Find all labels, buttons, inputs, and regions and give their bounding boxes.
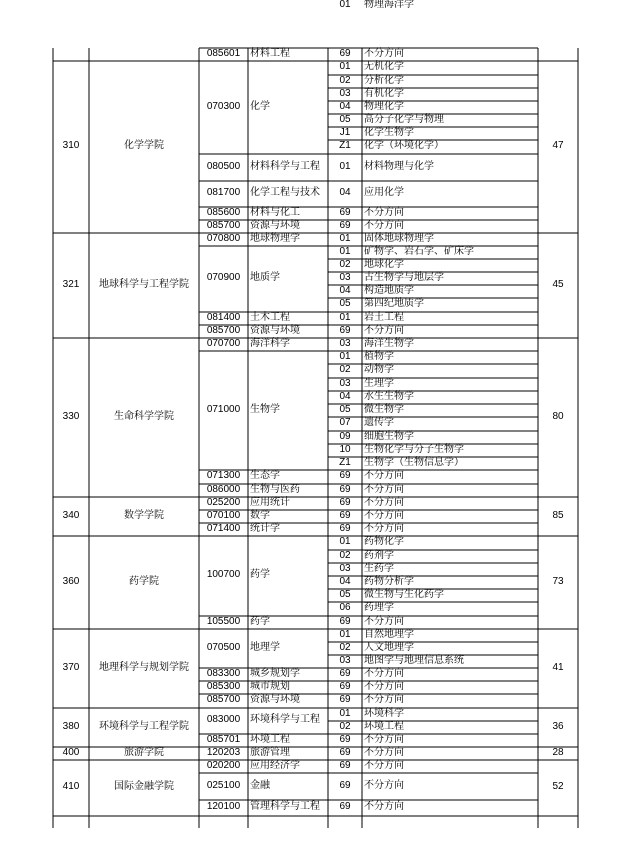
direction-code: 02 (339, 258, 351, 270)
direction-code: J1 (339, 126, 351, 138)
direction-code: 04 (339, 100, 351, 112)
major-name: 资源与环境 (250, 324, 300, 336)
major-code: 071000 (206, 403, 241, 415)
direction-code: 01 (339, 245, 351, 257)
direction-code: 02 (339, 74, 351, 86)
major-name: 地质学 (250, 272, 280, 283)
major-name: 材料与化工 (250, 206, 300, 218)
department-code: 400 (62, 746, 80, 758)
direction-code: 05 (339, 113, 351, 125)
major-code: 070300 (206, 100, 241, 112)
direction-name: 自然地理学 (364, 628, 414, 640)
enrollment-quota: 47 (552, 140, 564, 151)
direction-code: 01 (339, 350, 351, 362)
direction-name: 生药学 (364, 562, 394, 574)
direction-code: 05 (339, 588, 351, 600)
direction-code: 69 (339, 47, 351, 59)
direction-name: 岩土工程 (364, 311, 404, 323)
major-code: 085700 (206, 324, 241, 336)
major-code: 070700 (206, 337, 241, 349)
major-code: 085601 (206, 47, 241, 59)
enrollment-quota: 52 (552, 781, 564, 792)
direction-name: 细胞生物学 (364, 430, 414, 442)
major-name: 城乡规划学 (250, 667, 300, 679)
direction-code: 06 (339, 602, 351, 613)
major-code: 025200 (206, 496, 241, 508)
direction-code: 03 (339, 337, 351, 349)
direction-name: 不分方向 (364, 496, 404, 508)
department-code: 310 (62, 140, 80, 151)
enrollment-quota: 45 (552, 278, 564, 290)
major-name: 数学 (250, 509, 270, 521)
major-code: 020200 (206, 759, 241, 771)
direction-code: 01 (339, 311, 351, 323)
direction-name: 环境科学 (364, 707, 404, 719)
direction-code: 02 (339, 720, 351, 732)
major-name: 环境工程 (250, 733, 290, 745)
major-code: 086000 (206, 483, 241, 495)
direction-code: 69 (339, 470, 351, 481)
direction-name: 固体地球物理学 (364, 232, 434, 244)
direction-code: Z1 (339, 140, 351, 151)
direction-code: 05 (339, 403, 351, 415)
major-code: 071400 (206, 522, 241, 534)
major-name: 资源与环境 (250, 219, 300, 231)
department-name: 旅游学院 (124, 746, 164, 758)
direction-code: 01 (339, 232, 351, 244)
enrollment-quota: 36 (552, 720, 564, 732)
department-name: 数学学院 (124, 509, 164, 521)
major-code: 070900 (206, 272, 241, 283)
direction-name: 海洋生物学 (364, 337, 414, 349)
direction-name: 第四纪地质学 (364, 298, 424, 309)
direction-code: 69 (339, 733, 351, 745)
direction-name: 物理海洋学 (364, 0, 414, 10)
direction-code: 69 (339, 746, 351, 758)
direction-name: 分析化学 (364, 74, 404, 86)
department-code: 330 (62, 410, 80, 422)
major-code: 070500 (206, 641, 241, 653)
direction-code: 69 (339, 615, 351, 627)
major-code: 120100 (206, 801, 241, 812)
direction-code: 03 (339, 654, 351, 666)
major-name: 地理学 (250, 641, 280, 653)
major-name: 生态学 (250, 470, 280, 481)
direction-code: 69 (339, 509, 351, 521)
major-code: 070100 (206, 509, 241, 521)
department-name: 化学学院 (124, 140, 164, 151)
direction-name: 生理学 (364, 377, 394, 389)
major-name: 地球物理学 (250, 232, 300, 244)
direction-name: 有机化学 (364, 87, 404, 99)
direction-code: 02 (339, 641, 351, 653)
major-name: 药学 (250, 615, 270, 627)
direction-code: 07 (339, 417, 351, 428)
direction-name: 不分方向 (364, 733, 404, 745)
direction-code: 69 (339, 522, 351, 534)
major-code: 025100 (206, 779, 241, 791)
major-code: 085600 (206, 206, 241, 218)
direction-name: 不分方向 (364, 206, 404, 218)
major-code: 100700 (206, 569, 241, 580)
direction-code: 69 (339, 206, 351, 218)
direction-name: 物理化学 (364, 100, 404, 112)
direction-code: 02 (339, 549, 351, 561)
direction-name: 微生物与生化药学 (364, 588, 444, 600)
major-code: 081400 (206, 311, 241, 323)
major-name: 化学工程与技术 (250, 187, 320, 198)
enrollment-quota: 41 (552, 661, 564, 673)
major-name: 金融 (250, 779, 270, 791)
major-name: 生物与医药 (250, 483, 300, 495)
major-name: 环境科学与工程 (250, 714, 320, 725)
major-code: 071300 (206, 470, 241, 481)
major-name: 城市规划 (250, 680, 290, 692)
direction-name: 药物化学 (364, 536, 404, 547)
direction-code: 05 (339, 298, 351, 309)
department-name: 生命科学学院 (114, 410, 174, 422)
direction-code: 69 (339, 680, 351, 692)
major-code: 085700 (206, 694, 241, 705)
direction-name: 不分方向 (364, 694, 404, 705)
department-code: 360 (62, 575, 80, 587)
direction-code: 01 (339, 160, 351, 172)
direction-name: 不分方向 (364, 47, 404, 59)
direction-name: 不分方向 (364, 801, 404, 812)
major-code: 080500 (206, 160, 241, 172)
direction-code: 01 (339, 707, 351, 719)
direction-code: 04 (339, 284, 351, 296)
direction-code: 69 (339, 801, 351, 812)
department-code: 380 (62, 720, 80, 732)
direction-name: 高分子化学与物理 (364, 113, 444, 125)
direction-code: 01 (339, 0, 351, 10)
direction-name: 生物化学与分子生物学 (364, 443, 464, 455)
major-name: 药学 (250, 569, 270, 580)
direction-name: 化学（环境化学） (364, 140, 444, 151)
department-code: 370 (62, 661, 80, 673)
direction-code: 01 (339, 628, 351, 640)
major-name: 应用经济学 (250, 759, 300, 771)
direction-name: 材料物理与化学 (364, 160, 434, 172)
major-code: 083300 (206, 667, 241, 679)
major-code: 120203 (206, 746, 241, 758)
direction-code: 69 (339, 324, 351, 336)
direction-name: 不分方向 (364, 759, 404, 771)
direction-code: 02 (339, 364, 351, 375)
direction-code: Z1 (339, 456, 351, 468)
major-code: 083000 (206, 714, 241, 725)
direction-code: 03 (339, 562, 351, 574)
major-name: 资源与环境 (250, 694, 300, 705)
enrollment-quota: 85 (552, 509, 564, 521)
direction-name: 无机化学 (364, 61, 404, 72)
direction-code: 69 (339, 496, 351, 508)
direction-name: 药物分析学 (364, 575, 414, 587)
direction-code: 69 (339, 219, 351, 231)
direction-code: 03 (339, 271, 351, 283)
major-code: 081700 (206, 187, 241, 198)
major-name: 统计学 (250, 522, 280, 534)
direction-name: 矿物学、岩石学、矿床学 (364, 245, 474, 257)
major-name: 海洋科学 (250, 337, 290, 349)
direction-name: 遗传学 (364, 417, 394, 428)
direction-name: 环境工程 (364, 720, 404, 732)
direction-code: 04 (339, 390, 351, 402)
direction-name: 应用化学 (364, 187, 404, 198)
department-name: 环境科学与工程学院 (99, 720, 189, 732)
enrollment-quota: 73 (552, 575, 564, 587)
direction-name: 不分方向 (364, 219, 404, 231)
direction-name: 不分方向 (364, 522, 404, 534)
direction-code: 03 (339, 87, 351, 99)
major-name: 生物学 (250, 403, 280, 415)
direction-name: 不分方向 (364, 746, 404, 758)
major-name: 管理科学与工程 (250, 801, 320, 812)
major-code: 085700 (206, 219, 241, 231)
direction-code: 10 (339, 443, 351, 455)
department-code: 340 (62, 509, 80, 521)
major-code: 105500 (206, 615, 241, 627)
direction-code: 69 (339, 694, 351, 705)
direction-name: 植物学 (364, 350, 394, 362)
direction-name: 人文地理学 (364, 641, 414, 653)
major-name: 材料科学与工程 (250, 160, 320, 172)
major-name: 化学 (250, 100, 270, 112)
direction-code: 69 (339, 759, 351, 771)
direction-name: 不分方向 (364, 324, 404, 336)
major-name: 旅游管理 (250, 746, 290, 758)
direction-code: 09 (339, 430, 351, 442)
department-code: 321 (62, 278, 80, 290)
direction-name: 不分方向 (364, 509, 404, 521)
direction-name: 构造地质学 (364, 284, 414, 296)
direction-code: 69 (339, 667, 351, 679)
major-name: 土木工程 (250, 311, 290, 323)
direction-code: 01 (339, 61, 351, 72)
direction-name: 不分方向 (364, 779, 404, 791)
direction-name: 生物学（生物信息学） (364, 456, 464, 468)
direction-name: 不分方向 (364, 667, 404, 679)
direction-code: 03 (339, 377, 351, 389)
direction-name: 药剂学 (364, 549, 394, 561)
direction-name: 不分方向 (364, 680, 404, 692)
department-name: 药学院 (129, 575, 159, 587)
major-name: 材料工程 (250, 47, 290, 59)
direction-name: 水生生物学 (364, 390, 414, 402)
major-code: 085300 (206, 680, 241, 692)
direction-name: 药理学 (364, 602, 394, 613)
department-name: 地理科学与规划学院 (99, 661, 189, 673)
direction-code: 69 (339, 483, 351, 495)
direction-code: 01 (339, 536, 351, 547)
direction-name: 不分方向 (364, 470, 404, 481)
major-name: 应用统计 (250, 496, 290, 508)
direction-code: 04 (339, 575, 351, 587)
department-name: 地球科学与工程学院 (99, 278, 189, 290)
department-name: 国际金融学院 (114, 781, 174, 792)
direction-code: 04 (339, 187, 351, 198)
enrollment-quota: 28 (552, 746, 564, 758)
direction-name: 地球化学 (364, 258, 404, 270)
enrollment-quota: 80 (552, 410, 564, 422)
direction-code: 69 (339, 779, 351, 791)
direction-name: 不分方向 (364, 615, 404, 627)
major-code: 085701 (206, 733, 241, 745)
direction-name: 微生物学 (364, 403, 404, 415)
direction-name: 古生物学与地层学 (364, 271, 444, 283)
department-code: 410 (62, 781, 80, 792)
major-code: 070800 (206, 232, 241, 244)
direction-name: 化学生物学 (364, 126, 414, 138)
direction-name: 不分方向 (364, 483, 404, 495)
direction-name: 动物学 (364, 364, 394, 375)
direction-name: 地图学与地理信息系统 (364, 654, 464, 666)
